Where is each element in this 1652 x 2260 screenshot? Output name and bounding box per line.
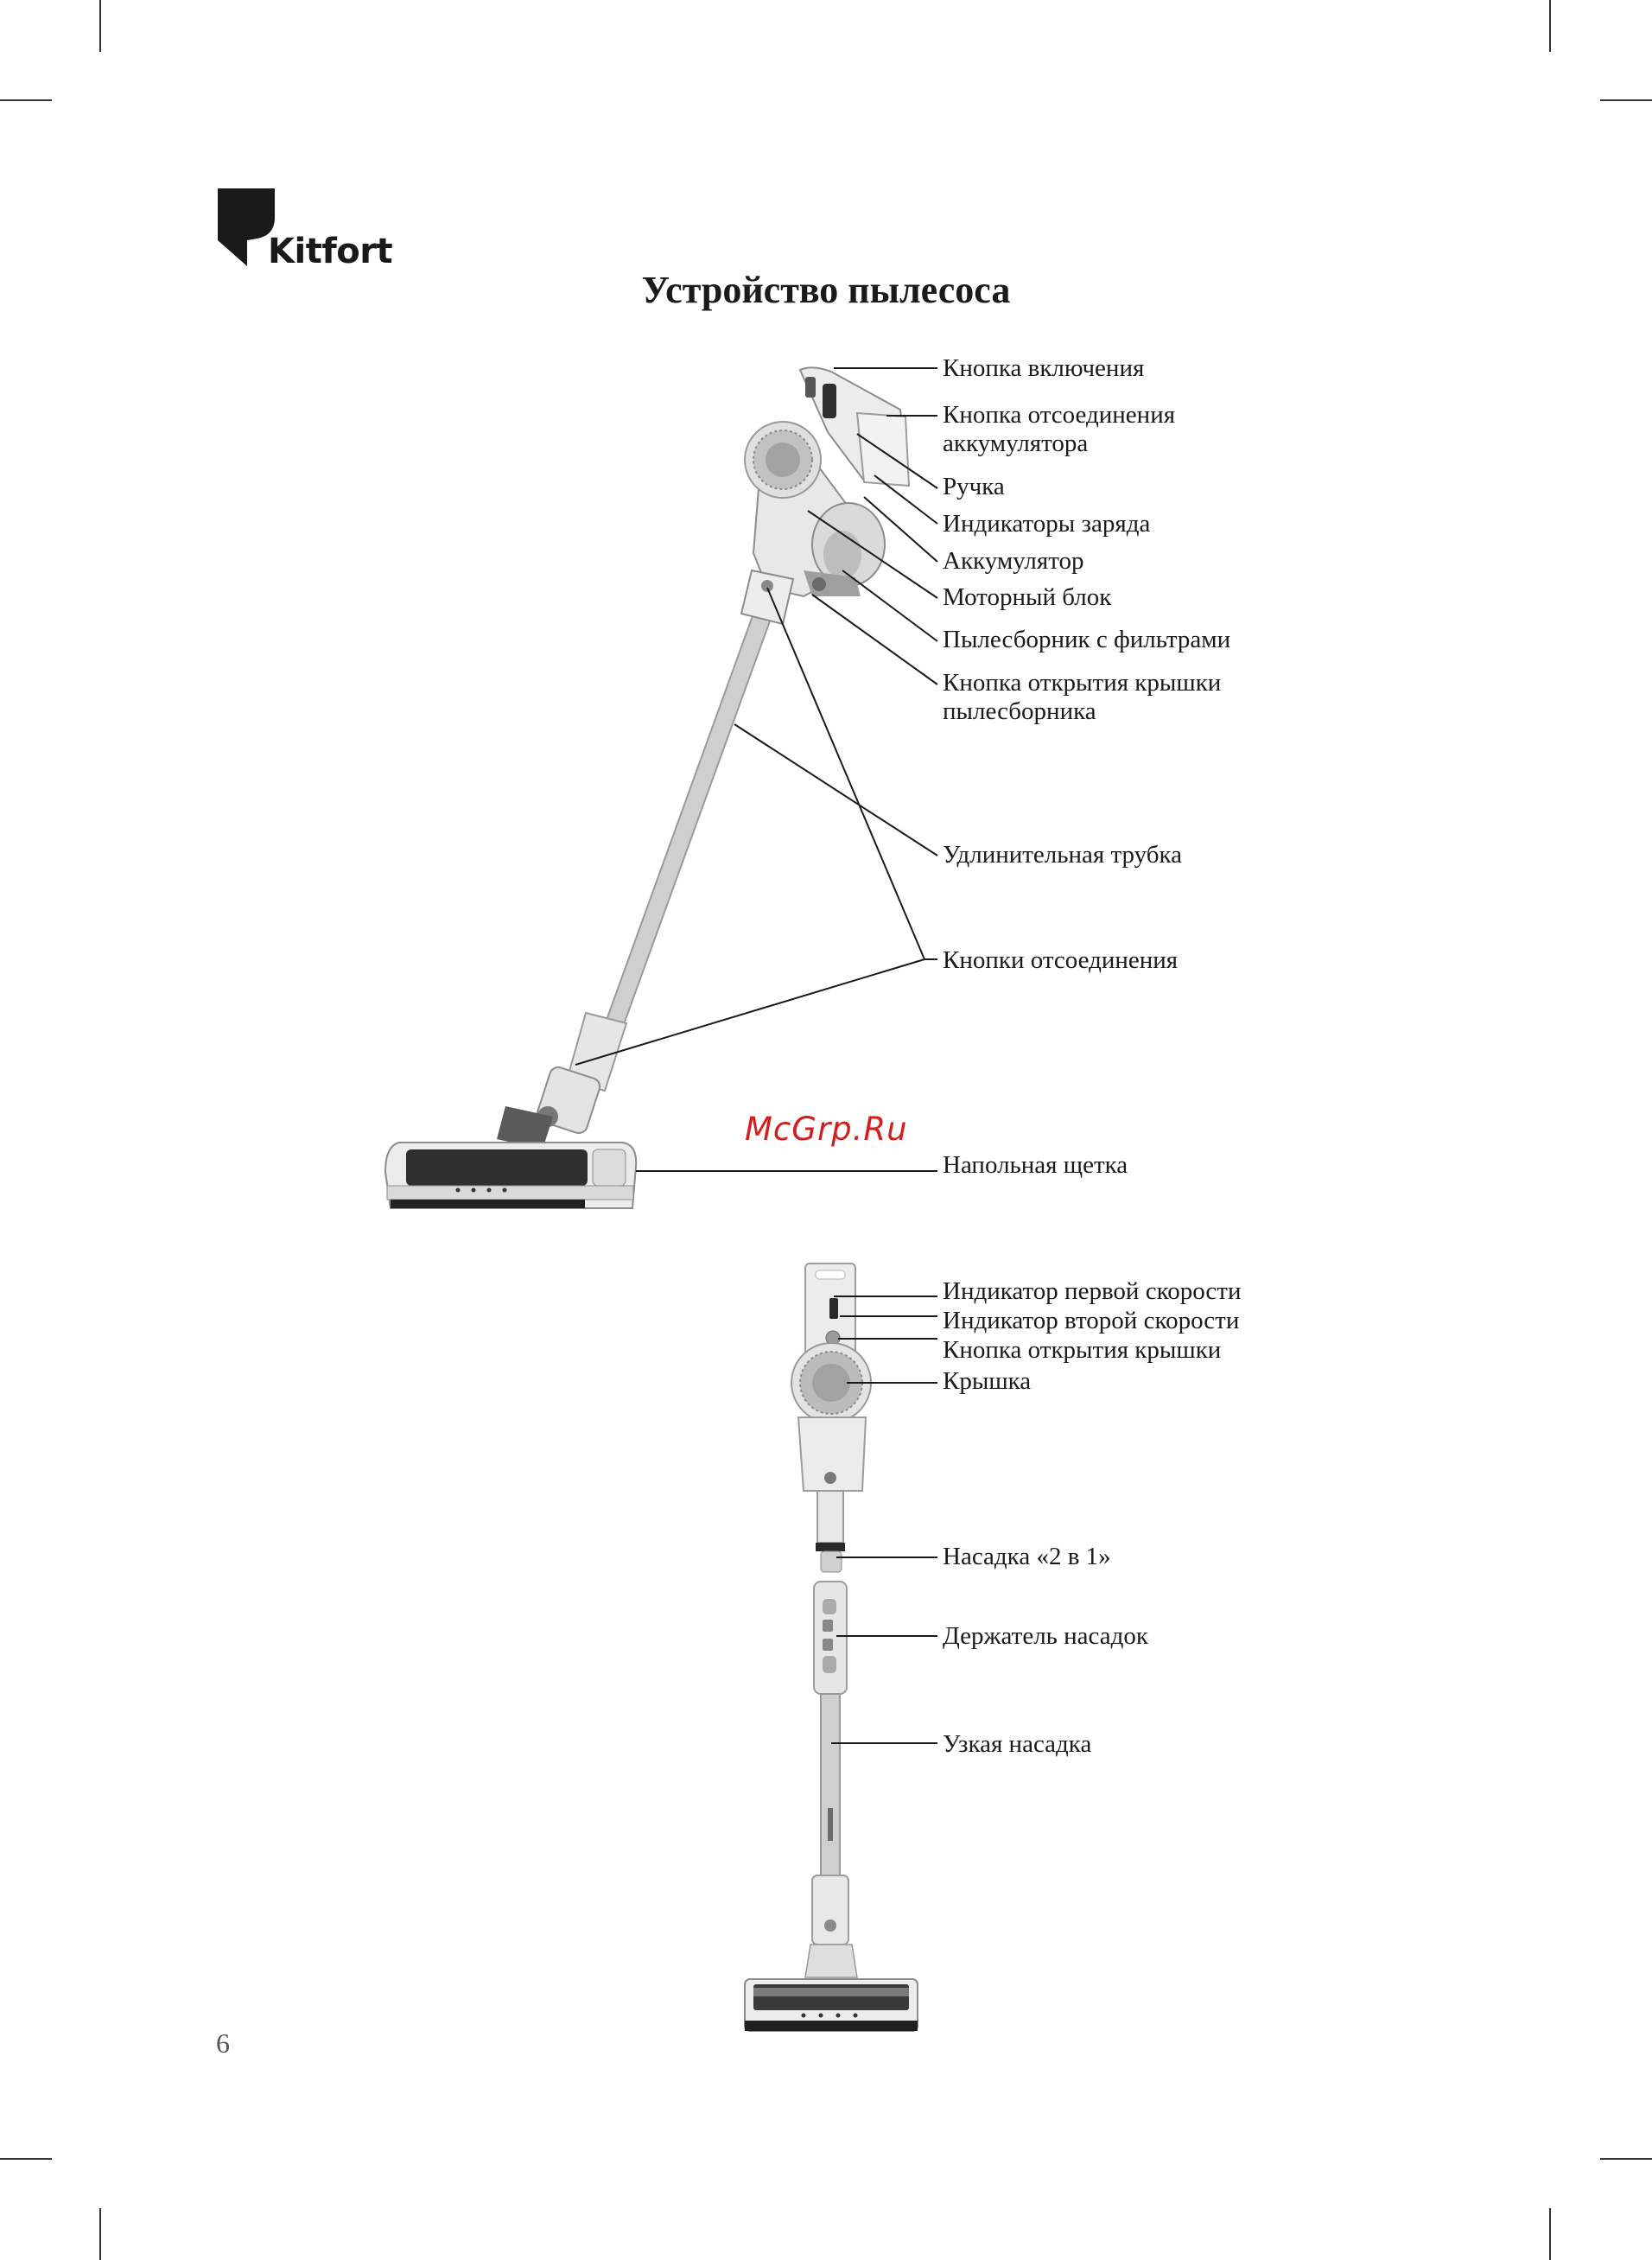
label-floor-brush: Напольная щетка — [943, 1151, 1128, 1179]
brand-name: Kitfort — [268, 232, 393, 271]
label-crevice-nozzle: Узкая насадка — [943, 1730, 1092, 1758]
label-dust-bin-filters: Пылесборник с фильтрами — [943, 626, 1231, 653]
label-second-speed-indicator: Индикатор второй скорости — [943, 1307, 1240, 1334]
vacuum-side-view — [385, 367, 909, 1208]
label-battery-release-button: Кнопка отсоединения аккумулятора — [943, 401, 1176, 457]
label-handle: Ручка — [943, 473, 1005, 500]
watermark: McGrp.Ru — [745, 1111, 908, 1148]
label-dust-bin-open-button: Кнопка открытия крышки пылесборника — [943, 669, 1222, 725]
label-release-buttons: Кнопки отсоединения — [943, 946, 1179, 974]
label-extension-tube: Удлинительная трубка — [943, 841, 1183, 869]
label-cover-open-button: Кнопка открытия крышки — [943, 1336, 1222, 1364]
vacuum-front-view — [745, 1264, 918, 2031]
label-2in1-nozzle: Насадка «2 в 1» — [943, 1543, 1111, 1570]
label-motor-unit: Моторный блок — [943, 583, 1112, 611]
page-title: Устройство пылесоса — [641, 269, 1011, 311]
label-nozzle-holder: Держатель насадок — [943, 1622, 1148, 1650]
label-first-speed-indicator: Индикатор первой скорости — [943, 1277, 1242, 1305]
page-number: 6 — [216, 2028, 230, 2059]
label-battery: Аккумулятор — [943, 547, 1084, 575]
label-charge-indicators: Индикаторы заряда — [943, 510, 1151, 538]
label-power-button: Кнопка включения — [943, 354, 1145, 382]
label-cover: Крышка — [943, 1367, 1032, 1395]
